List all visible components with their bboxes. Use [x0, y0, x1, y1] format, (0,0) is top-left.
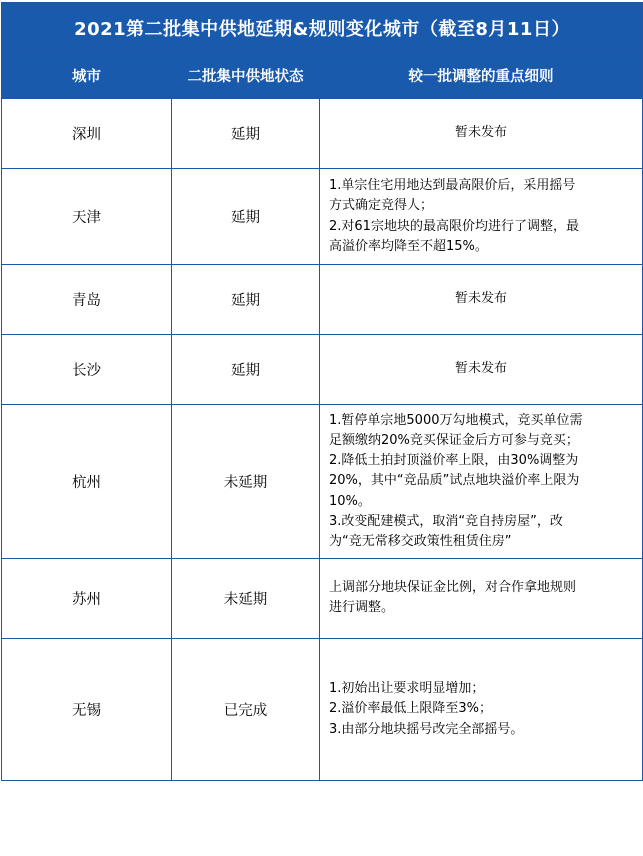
table-row	[2, 335, 643, 405]
page-title: 2021第二批集中供地延期&规则变化城市（截至8月11日）	[2, 3, 643, 53]
table-row	[2, 638, 643, 780]
cell-status: 延期	[172, 265, 320, 335]
table-row	[2, 405, 643, 559]
cell-city: 无锡	[2, 638, 172, 780]
title-row	[2, 3, 643, 53]
detail-line: 进行调整。	[329, 600, 395, 616]
detail-text	[328, 289, 634, 309]
detail-line: 20%，其中“竞品质”试点地块溢价率上限为	[329, 473, 580, 489]
cell-city: 深圳	[2, 99, 172, 169]
cell-status: 延期	[172, 99, 320, 169]
column-header-status: 二批集中供地状态	[172, 53, 320, 99]
detail-text	[328, 123, 634, 143]
cell-status: 延期	[172, 169, 320, 265]
cell-city: 长沙	[2, 335, 172, 405]
detail-text	[329, 176, 634, 257]
cell-city: 青岛	[2, 265, 172, 335]
detail-line: 暂未发布	[455, 361, 508, 377]
detail-line: 暂未发布	[455, 291, 508, 307]
detail-text	[328, 359, 634, 379]
detail-line: 暂未发布	[455, 125, 508, 141]
detail-line: 上调部分地块保证金比例，对合作拿地规则	[329, 580, 577, 596]
detail-line: 3.由部分地块摇号改完全部摇号。	[329, 721, 524, 737]
detail-line: 2.降低土拍封顶溢价率上限，由30%调整为	[329, 453, 579, 469]
detail-text	[329, 578, 634, 618]
cell-city: 天津	[2, 169, 172, 265]
detail-line: 1.单宗住宅用地达到最高限价后，采用摇号	[329, 178, 576, 194]
cell-city: 杭州	[2, 405, 172, 559]
column-header-city: 城市	[2, 53, 172, 99]
detail-line: 足额缴纳20%竞买保证金后方可参与竞买；	[329, 433, 579, 449]
table-row	[2, 99, 643, 169]
cell-detail	[320, 405, 643, 559]
detail-line: 1.初始出让要求明显增加；	[329, 681, 485, 697]
detail-text	[329, 679, 634, 739]
detail-line: 高溢价率均降至不超15%。	[329, 238, 488, 254]
cell-status: 延期	[172, 335, 320, 405]
cell-detail	[320, 169, 643, 265]
cell-city: 苏州	[2, 558, 172, 638]
cell-detail	[320, 335, 643, 405]
detail-line: 3.改变配建模式，取消“竞自持房屋”，改	[329, 513, 563, 529]
detail-line: 10%。	[329, 493, 371, 509]
cell-detail	[320, 638, 643, 780]
header-row	[2, 53, 643, 99]
cell-status: 已完成	[172, 638, 320, 780]
detail-line: 2.对61宗地块的最高限价均进行了调整，最	[329, 218, 579, 234]
table-row	[2, 169, 643, 265]
detail-text	[329, 411, 634, 552]
detail-line: 2.溢价率最低上限降至3%；	[329, 701, 493, 717]
detail-line: 1.暂停单宗地5000万勾地模式，竞买单位需	[329, 413, 583, 428]
column-header-detail: 较一批调整的重点细则	[320, 53, 643, 99]
table-row	[2, 265, 643, 335]
detail-line: 为“竞无常移交政策性租赁住房”	[329, 533, 512, 549]
cell-status: 未延期	[172, 558, 320, 638]
table-row	[2, 558, 643, 638]
detail-line: 方式确定竞得人；	[329, 198, 434, 214]
land-supply-table	[1, 2, 643, 781]
cell-detail	[320, 99, 643, 169]
table-body	[2, 3, 643, 781]
cell-status: 未延期	[172, 405, 320, 559]
cell-detail	[320, 265, 643, 335]
cell-detail	[320, 558, 643, 638]
